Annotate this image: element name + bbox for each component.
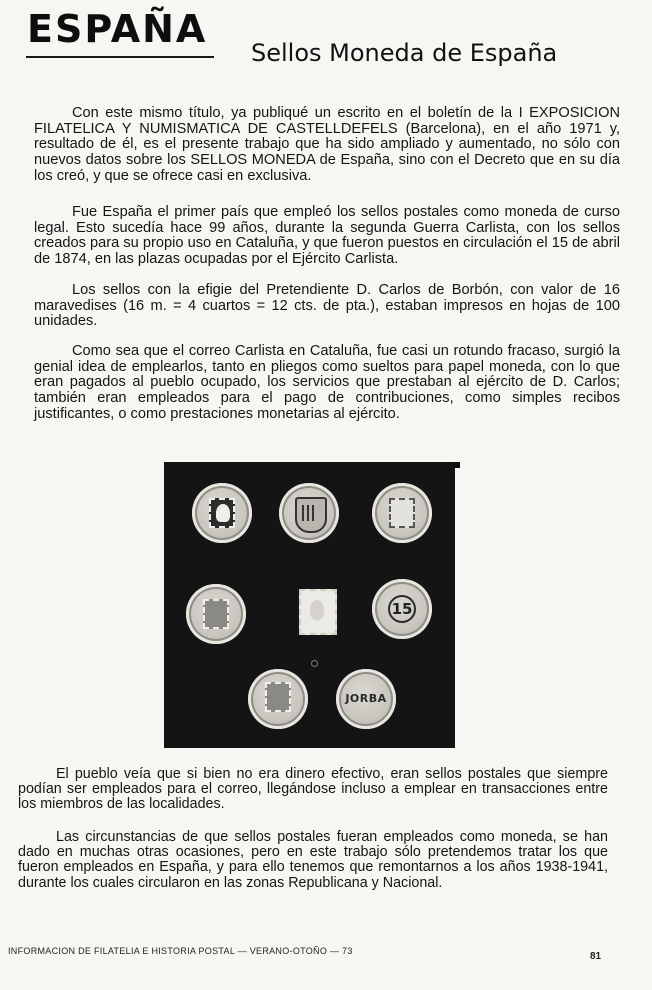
shield-icon [295, 497, 327, 533]
paragraph-carlos-stamps: Los sellos con la efigie del Pretendiente D. Carlos de Borbón, con valor de 16 maravedises (16 m. = 4 cuartos = 12 cts. de pta.), estaban impresos en hojas de 100 unidades. [34, 282, 620, 330]
paragraph-carlist-mail: Como sea que el correo Carlista en Cataluña, fue casi un rotundo fracaso, surgió la genial idea de emplearlos, tanto en pliegos como sueltos para papel moneda, con lo que eran pagados al pueblo ocupado, los servicios que prestaban al ejército de D. Carlos; también eran empleados para el pago de contribuciones, como simples recibos justificantes, o como prestaciones monetarias al ejército. [34, 343, 620, 422]
advertising-coin [336, 669, 396, 729]
numeral-coin [372, 579, 432, 639]
loose-stamp [299, 589, 337, 635]
encased-stamp-coin [192, 483, 252, 543]
page-number: 81 [590, 951, 602, 962]
article-title: Sellos Moneda de España [251, 39, 558, 67]
encased-stamp-coin [248, 669, 308, 729]
coin-brand: JORBA [345, 692, 387, 705]
section-heading: ESPAÑA [27, 7, 208, 51]
heading-underline [26, 56, 214, 58]
encased-stamp-coin [186, 584, 246, 644]
stamp-figure [203, 599, 229, 629]
stamp-espana [265, 682, 291, 712]
photo-dot [311, 660, 318, 667]
stamp-portrait [209, 498, 235, 528]
numeral-value: 15 [388, 595, 416, 623]
paragraph-first-country: Fue España el primer país que empleó los sellos postales como moneda de curso legal. Esto sucedía hace 99 años, durante la segunda Guerra Carlista, con los sellos creados para su propio uso en Cataluña, y que fueron puestos en circulación el 15 de abril de 1874, en las plazas ocupadas por el Ejército Carlista. [34, 204, 620, 268]
stamp-arms [389, 498, 415, 528]
paragraph-circumstances: Las circunstancias de que sellos postales fueran empleados como moneda, se han dado en muchas otras ocasiones, pero en este trabajo sólo pretendemos tratar los que fueron empleados en España, y para ello tenemos que remontarnos a los años 1938-1941, durante los cuales circularon en las zonas Republicana y Nacional. [18, 829, 608, 891]
paragraph-intro: Con este mismo título, ya publiqué un escrito en el boletín de la I EXPOSICION FILATELICA Y NUMISMATICA DE CASTELLDEFELS (Barcelona), en el año 1971 y, resultado de él, es el presente trabajo que ha sido ampliado y aumentado, no sólo con nuevos datos sobre los SELLOS MONEDA de España, sino con el Decreto que en su día los creó, y que se ofrece casi en exclusiva. [34, 105, 620, 184]
encased-stamp-coin [372, 483, 432, 543]
footer-publication: INFORMACION DE FILATELIA E HISTORIA POSTAL — VERANO-OTOÑO — 73 [8, 946, 353, 956]
stamp-money-photo [164, 462, 455, 748]
paragraph-people: El pueblo veía que si bien no era dinero efectivo, eran sellos postales que siempre podían ser empleados para el correo, llegándose incluso a emplear en transacciones entre los miembros de las localidades. [18, 766, 608, 813]
coat-of-arms-coin [279, 483, 339, 543]
